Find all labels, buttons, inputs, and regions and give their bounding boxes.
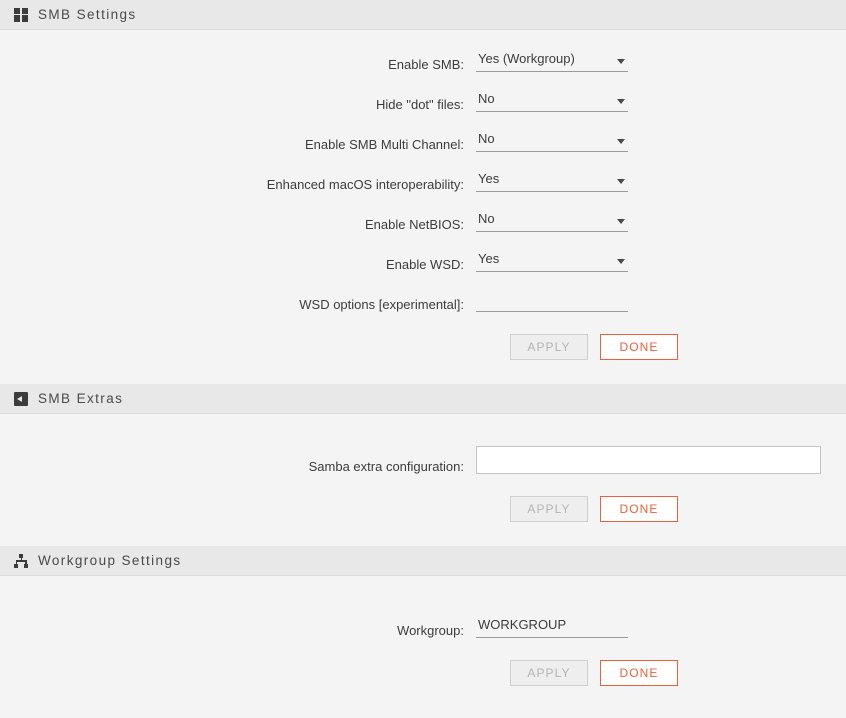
form-row-enable-wsd [0, 248, 846, 272]
select-enable-wsd[interactable] [476, 248, 628, 272]
field-workgroup [476, 614, 628, 638]
done-button-smb-settings[interactable]: DONE [600, 334, 678, 360]
label-samba-extra-configuration: Samba extra configuration: [308, 459, 464, 474]
input-workgroup[interactable] [476, 614, 628, 638]
form-row-workgroup [0, 614, 846, 638]
field-enable-wsd [476, 248, 628, 272]
form-row-hide-dot-files [0, 88, 846, 112]
done-button-smb-extras[interactable]: DONE [600, 496, 678, 522]
form-row-enable-smb-multi-channel [0, 128, 846, 152]
select-macos-interoperability[interactable] [476, 168, 628, 192]
field-enable-smb [476, 48, 628, 72]
textarea-samba-extra-configuration[interactable] [476, 446, 821, 474]
section-title-smb-settings: SMB Settings [38, 7, 137, 22]
label-enable-smb: Enable SMB: [388, 57, 464, 72]
select-hide-dot-files[interactable] [476, 88, 628, 112]
label-workgroup: Workgroup: [397, 623, 464, 638]
field-enable-smb-multi-channel [476, 128, 628, 152]
section-header-smb-settings [0, 0, 846, 30]
field-wsd-options [476, 288, 628, 312]
label-enable-smb-multi-channel: Enable SMB Multi Channel: [305, 137, 464, 152]
form-row-macos-interoperability [0, 168, 846, 192]
label-macos-interoperability: Enhanced macOS interoperability: [266, 177, 464, 192]
apply-button-workgroup-settings[interactable]: APPLY [510, 660, 588, 686]
field-macos-interoperability [476, 168, 628, 192]
form-row-wsd-options [0, 288, 846, 312]
input-wsd-options[interactable] [476, 288, 628, 312]
section-body-smb-settings [0, 30, 846, 362]
apply-button-smb-extras[interactable]: APPLY [510, 496, 588, 522]
select-enable-smb-multi-channel[interactable] [476, 128, 628, 152]
button-row-smb-extras [0, 496, 846, 522]
section-body-workgroup-settings [0, 576, 846, 688]
apply-button-smb-settings[interactable]: APPLY [510, 334, 588, 360]
button-row-workgroup-settings [0, 660, 846, 686]
label-wsd-options: WSD options [experimental]: [299, 297, 464, 312]
label-hide-dot-files: Hide "dot" files: [376, 97, 464, 112]
section-header-workgroup-settings [0, 546, 846, 576]
windows-icon [14, 8, 28, 22]
section-title-smb-extras: SMB Extras [38, 391, 124, 406]
field-enable-netbios [476, 208, 628, 232]
workgroup-icon [14, 554, 28, 568]
form-row-samba-extra-configuration [0, 446, 846, 474]
section-header-smb-extras [0, 384, 846, 414]
form-row-enable-netbios [0, 208, 846, 232]
section-body-smb-extras [0, 414, 846, 524]
done-button-workgroup-settings[interactable]: DONE [600, 660, 678, 686]
select-enable-smb[interactable] [476, 48, 628, 72]
label-enable-netbios: Enable NetBIOS: [365, 217, 464, 232]
select-enable-netbios[interactable] [476, 208, 628, 232]
label-enable-wsd: Enable WSD: [385, 257, 464, 272]
extras-icon [14, 392, 28, 406]
field-hide-dot-files [476, 88, 628, 112]
button-row-smb-settings [0, 334, 846, 360]
form-row-enable-smb [0, 48, 846, 72]
section-title-workgroup-settings: Workgroup Settings [38, 553, 182, 568]
